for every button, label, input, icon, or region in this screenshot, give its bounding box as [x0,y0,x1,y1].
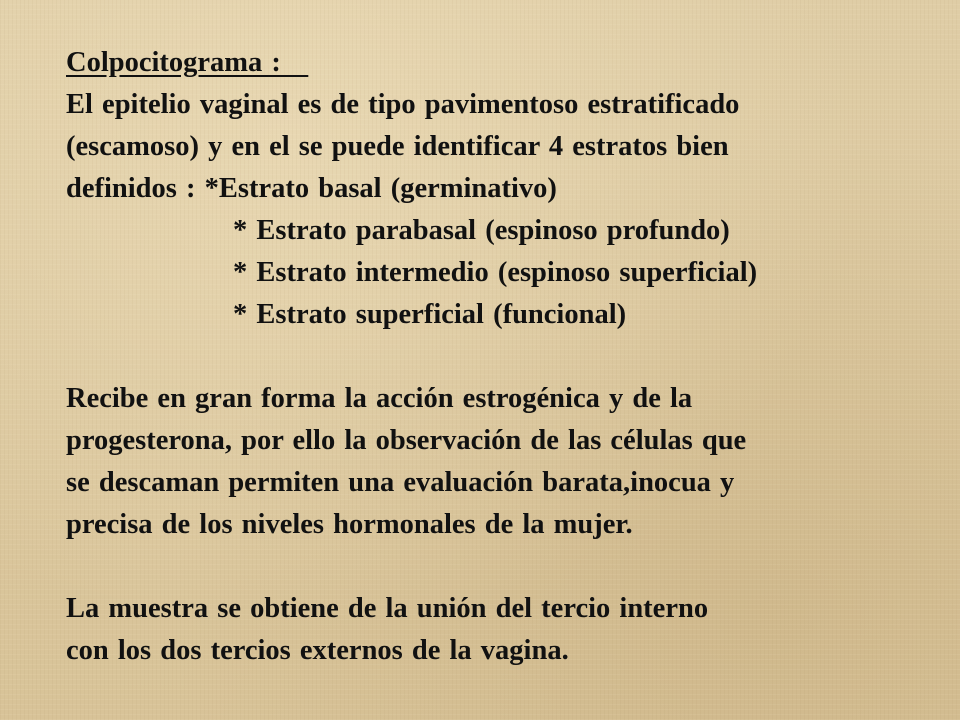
paragraph2-line: se descaman permiten una evaluación barata,inocua y [66,467,735,498]
paragraph-spacer [66,336,946,378]
paragraph2-line: progesterona, por ello la observación de las células que [66,425,747,456]
paragraph3-line: La muestra se obtiene de la unión del tercio interno [66,593,709,624]
stratum-item: * Estrato intermedio (espinoso superficial) [233,257,758,288]
stratum-item: * Estrato parabasal (espinoso profundo) [233,215,730,246]
paragraph2-line: Recibe en gran forma la acción estrogénica y de la [66,383,693,414]
slide-content [66,42,946,672]
stratum-item: * Estrato superficial (funcional) [233,299,627,330]
paragraph2-line: precisa de los niveles hormonales de la mujer. [66,509,633,540]
slide-title-line [66,42,946,84]
paragraph1-line: (escamoso) y en el se puede identificar 4 estratos bien [66,131,729,162]
paragraph1-line: definidos : *Estrato basal (germinativo) [66,173,557,204]
paragraph1-line: El epitelio vaginal es de tipo pavimentoso estratificado [66,89,740,120]
paragraph3-line: con los dos tercios externos de la vagina. [66,635,569,666]
slide-title: Colpocitograma : [66,47,309,78]
paragraph-spacer [66,546,946,588]
